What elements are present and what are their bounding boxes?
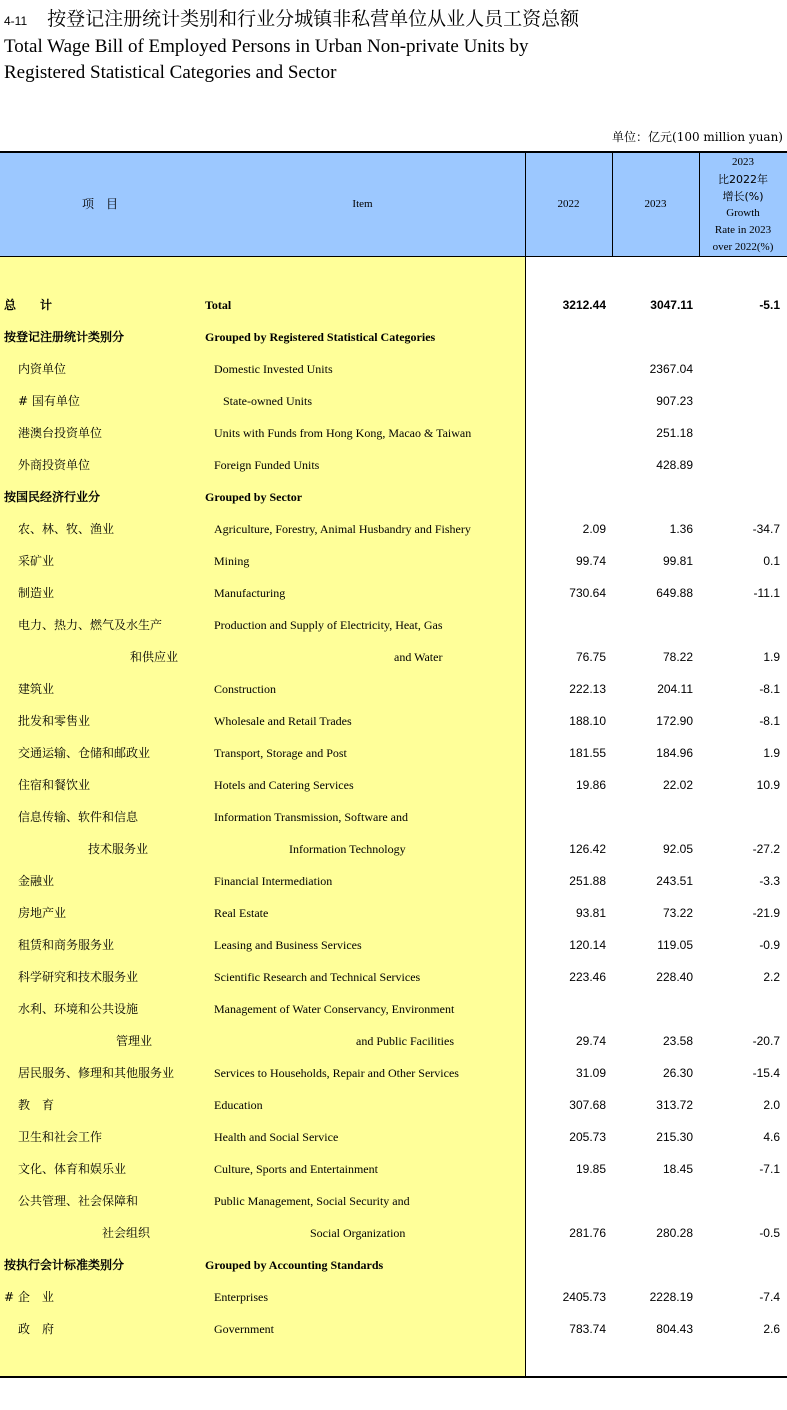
row-item-cn: 居民服务、修理和其他服务业 [18,1066,175,1080]
row-item-en: Health and Social Service [214,1130,339,1144]
row-item-cn: # 企 业 [4,1290,54,1304]
table-row [0,1281,787,1313]
table-row [0,641,787,673]
table-row [0,1249,787,1281]
row-item-cn: 按国民经济行业分 [4,490,101,504]
row-item-cn: 交通运输、仓储和邮政业 [18,746,151,760]
row-item-cn: 技术服务业 [88,842,149,856]
table-row [0,1185,787,1217]
row-item-en: Education [214,1098,263,1112]
row-value-2022: 281.76 [569,1226,606,1240]
table-row [0,961,787,993]
row-value-2023: 804.43 [656,1322,693,1336]
row-growth: 10.9 [756,778,780,792]
table-title-cn-text: 按登记注册统计类别和行业分城镇非私营单位从业人员工资总额 [47,8,580,30]
column-divider [699,151,700,257]
row-growth: -34.7 [752,522,780,536]
unit-label: 单位：亿元(100 million yuan) [612,130,783,144]
row-growth: -11.1 [753,586,780,600]
row-item-en: Real Estate [214,906,269,920]
row-item-cn: 电力、热力、燃气及水生产 [18,618,163,632]
table-row [0,865,787,897]
row-item-en: State-owned Units [223,394,312,408]
table-title-en-line1: Total Wage Bill of Employed Persons in Urban Non-private Units by [4,36,529,57]
row-item-cn: 港澳台投资单位 [18,426,103,440]
row-item-cn: 农、林、牧、渔业 [18,522,115,536]
row-item-cn: 建筑业 [18,682,55,696]
table-row [0,609,787,641]
table-row [0,929,787,961]
row-item-en: Transport, Storage and Post [214,746,347,760]
row-growth: -0.5 [759,1226,780,1240]
table-row [0,1025,787,1057]
row-value-2023: 204.11 [657,682,693,696]
row-value-2022: 31.09 [575,1066,606,1080]
row-item-en: Information Transmission, Software and [214,810,408,824]
row-item-en: Grouped by Sector [205,490,303,504]
row-growth: -27.2 [752,842,780,856]
row-value-2023: 92.05 [662,842,693,856]
row-value-2023: 22.02 [662,778,693,792]
header-2023: 2023 [644,198,667,210]
row-value-2022: 120.14 [569,938,606,952]
row-growth: 4.6 [763,1130,780,1144]
row-growth: -5.1 [759,298,780,312]
row-item-cn: 住宿和餐饮业 [18,778,91,792]
row-item-cn: 外商投资单位 [18,458,91,472]
row-growth: 1.9 [763,746,780,760]
row-item-cn: 和供应业 [130,650,179,664]
table-row [0,481,787,513]
row-value-2023: 2367.04 [649,362,693,376]
header-item-en: Item [352,198,373,210]
table-row [0,1089,787,1121]
row-growth: 2.2 [763,970,780,984]
table-row [0,353,787,385]
row-value-2022: 2.09 [582,522,606,536]
row-growth: -8.1 [759,682,780,696]
row-value-2023: 78.22 [662,650,693,664]
row-value-2023: 313.72 [656,1098,693,1112]
row-value-2022: 19.85 [575,1162,606,1176]
table-row [0,801,787,833]
row-value-2022: 251.88 [569,874,606,888]
row-item-en: and Public Facilities [356,1034,454,1048]
row-value-2022: 29.74 [575,1034,606,1048]
row-item-cn: 教 育 [18,1098,55,1112]
column-divider [612,151,613,257]
table-row [0,737,787,769]
row-value-2022: 99.74 [575,554,606,568]
row-value-2023: 2228.19 [649,1290,693,1304]
row-value-2023: 251.18 [656,426,693,440]
table-row [0,1057,787,1089]
row-item-en: Mining [214,554,250,568]
row-item-en: Domestic Invested Units [214,362,333,376]
table-row [0,449,787,481]
row-growth: -8.1 [759,714,780,728]
row-value-2023: 3047.11 [650,298,693,312]
table-row [0,673,787,705]
row-item-en: Total [205,298,232,312]
row-value-2022: 76.75 [575,650,606,664]
row-value-2023: 184.96 [656,746,693,760]
header-item-cn: 项 目 [81,197,118,211]
table-row [0,513,787,545]
row-item-en: Management of Water Conservancy, Environment [214,1002,455,1016]
table-bottom-rule [0,1376,787,1378]
table-row [0,1217,787,1249]
row-item-en: Production and Supply of Electricity, Heat, Gas [214,618,443,632]
row-value-2022: 19.86 [575,778,606,792]
row-value-2022: 93.81 [575,906,606,920]
row-value-2023: 119.05 [657,938,693,952]
header-growth [699,153,787,256]
row-value-2023: 243.51 [656,874,693,888]
row-item-cn: 租赁和商务服务业 [18,938,115,952]
header-growth-line: Growth [726,206,760,219]
table-row [0,1313,787,1345]
row-value-2023: 18.45 [662,1162,693,1176]
row-growth: -7.4 [759,1290,780,1304]
header-growth-line: Rate in 2023 [714,223,772,236]
row-item-cn: 科学研究和技术服务业 [18,970,139,984]
row-item-en: Scientific Research and Technical Services [214,970,421,984]
row-item-en: Hotels and Catering Services [214,778,354,792]
row-item-en: Grouped by Accounting Standards [205,1258,384,1272]
row-item-en: Foreign Funded Units [214,458,320,472]
table-row [0,545,787,577]
row-item-en: Government [214,1322,274,1336]
row-item-en: Enterprises [214,1290,268,1304]
header-growth-line: 2023 [732,155,754,168]
row-item-en: Units with Funds from Hong Kong, Macao & Taiwan [214,426,472,440]
table-row [0,769,787,801]
row-value-2023: 1.36 [669,522,693,536]
row-value-2022: 2405.73 [562,1290,606,1304]
row-item-en: Grouped by Registered Statistical Categories [205,330,436,344]
row-item-en: Services to Households, Repair and Other Services [214,1066,459,1080]
row-value-2023: 26.30 [662,1066,693,1080]
table-row [0,289,787,321]
table-row [0,385,787,417]
row-value-2023: 215.30 [656,1130,693,1144]
row-growth: 0.1 [763,554,780,568]
row-value-2023: 649.88 [656,586,693,600]
table-header [0,151,787,257]
row-growth: -0.9 [759,938,780,952]
row-value-2022: 223.46 [569,970,606,984]
row-value-2023: 907.23 [656,394,693,408]
row-value-2022: 181.55 [569,746,606,760]
table-row [0,321,787,353]
row-item-cn: 社会组织 [102,1226,151,1240]
row-item-en: Financial Intermediation [214,874,333,888]
table-row [0,577,787,609]
row-item-cn: 按执行会计标准类别分 [4,1258,125,1272]
table-number: 4-11 [4,14,28,28]
row-value-2023: 73.22 [662,906,693,920]
row-item-cn: 信息传输、软件和信息 [18,810,139,824]
row-item-cn: # 国有单位 [18,394,80,408]
table-row [0,705,787,737]
row-item-cn: 总 计 [4,298,53,312]
row-item-cn: 公共管理、社会保障和 [18,1194,139,1208]
header-growth-line: over 2022(%) [712,240,774,253]
row-item-en: Manufacturing [214,586,286,600]
row-growth: -3.3 [759,874,780,888]
table-row [0,1153,787,1185]
row-value-2023: 99.81 [662,554,693,568]
row-item-cn: 水利、环境和公共设施 [18,1002,139,1016]
table-title-cn [4,4,579,31]
row-item-cn: 政 府 [18,1322,55,1336]
row-growth: -15.4 [752,1066,780,1080]
row-value-2023: 228.40 [656,970,693,984]
table-row [0,897,787,929]
row-value-2023: 172.90 [656,714,693,728]
row-item-cn: 内资单位 [18,362,67,376]
row-value-2022: 188.10 [569,714,606,728]
row-item-en: Information Technology [289,842,406,856]
row-item-cn: 金融业 [18,874,55,888]
row-item-en: Leasing and Business Services [214,938,362,952]
table-row [0,1121,787,1153]
row-value-2022: 783.74 [569,1322,606,1336]
row-value-2022: 205.73 [569,1130,606,1144]
row-item-en: Wholesale and Retail Trades [214,714,352,728]
row-item-cn: 按登记注册统计类别分 [4,330,125,344]
row-item-cn: 房地产业 [18,906,67,920]
row-growth: -7.1 [759,1162,780,1176]
row-growth: 2.6 [763,1322,780,1336]
table-title-en-line2: Registered Statistical Categories and Sector [4,62,337,83]
row-item-en: Construction [214,682,276,696]
table-row [0,993,787,1025]
header-growth-line: 比2022年 [718,172,768,186]
row-value-2023: 23.58 [662,1034,693,1048]
row-item-en: Social Organization [310,1226,406,1240]
row-item-cn: 批发和零售业 [18,714,91,728]
row-growth: -21.9 [752,906,780,920]
row-value-2022: 222.13 [569,682,606,696]
row-value-2023: 428.89 [656,458,693,472]
header-growth-line: 增长(%) [722,189,764,203]
row-value-2022: 307.68 [569,1098,606,1112]
row-item-cn: 文化、体育和娱乐业 [18,1162,127,1176]
row-growth: -20.7 [752,1034,780,1048]
row-value-2022: 3212.44 [562,298,606,312]
row-item-cn: 卫生和社会工作 [18,1130,103,1144]
row-item-en: and Water [394,650,443,664]
row-item-en: Public Management, Social Security and [214,1194,410,1208]
row-item-cn: 管理业 [116,1034,153,1048]
row-value-2023: 280.28 [656,1226,693,1240]
row-item-cn: 采矿业 [18,554,55,568]
row-item-en: Culture, Sports and Entertainment [214,1162,378,1176]
row-item-cn: 制造业 [18,586,55,600]
row-value-2022: 730.64 [569,586,606,600]
table-row [0,833,787,865]
row-growth: 1.9 [763,650,780,664]
row-item-en: Agriculture, Forestry, Animal Husbandry and Fishery [214,522,471,536]
row-value-2022: 126.42 [569,842,606,856]
row-growth: 2.0 [763,1098,780,1112]
table-row [0,417,787,449]
header-2022: 2022 [557,198,580,210]
